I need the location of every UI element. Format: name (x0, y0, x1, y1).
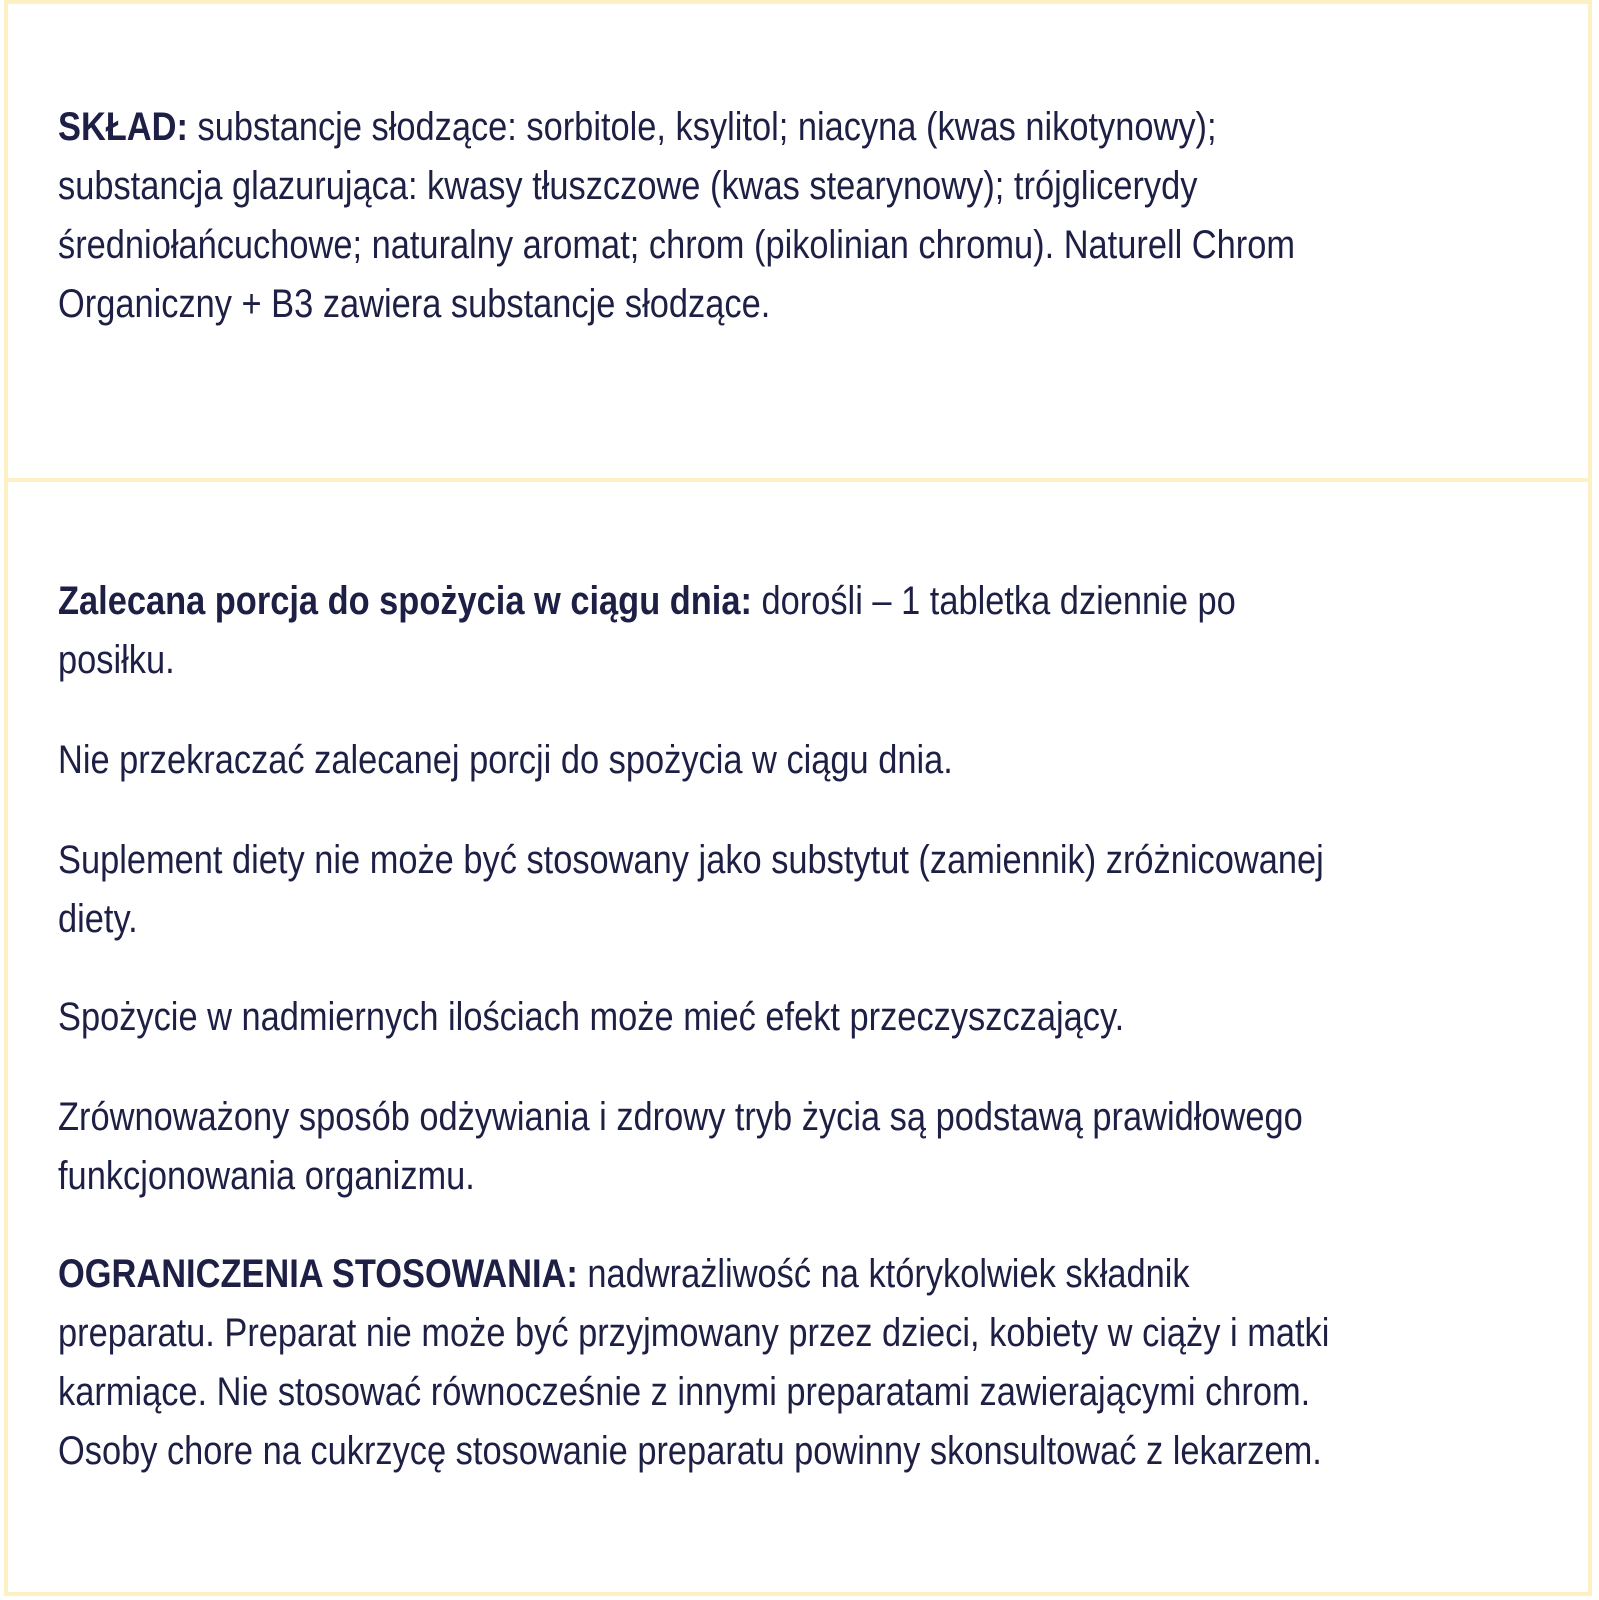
restrictions-line-3: karmiące. Nie stosować równocześnie z innymi preparatami zawierającymi chrom. (58, 1370, 1311, 1414)
composition-line-2: substancja glazurująca: kwasy tłuszczowe (kwas stearynowy); trójglicerydy (58, 164, 1198, 208)
lifestyle-line-1: Zrównoważony sposób odżywiania i zdrowy tryb życia są podstawą prawidłowego (58, 1095, 1303, 1139)
dose-warning-paragraph (58, 731, 1099, 790)
lifestyle-paragraph (58, 1088, 1505, 1206)
dose-warning-line-1: Nie przekraczać zalecanej porcji do spożycia w ciągu dnia. (58, 738, 953, 782)
restrictions-paragraph (58, 1245, 1536, 1481)
dosage-line-1 (58, 572, 1236, 631)
composition-line-1 (58, 98, 1295, 157)
restrictions-line-1 (58, 1245, 1329, 1304)
restrictions-line-2: preparatu. Preparat nie może być przyjmowany przez dzieci, kobiety w ciąży i matki (58, 1311, 1330, 1355)
composition-paragraph (58, 98, 1496, 334)
dosage-paragraph (58, 572, 1428, 690)
composition-label: SKŁAD: (58, 105, 188, 149)
laxative-warning-line-1: Spożycie w nadmiernych ilościach może mieć efekt przeczyszczający. (58, 995, 1125, 1039)
substitute-warning-line-2: diety. (58, 897, 138, 941)
laxative-warning-paragraph (58, 988, 1298, 1047)
restrictions-label: OGRANICZENIA STOSOWANIA: (58, 1252, 578, 1296)
substitute-warning-line-1: Suplement diety nie może być stosowany jako substytut (zamiennik) zróżnicowanej (58, 838, 1324, 882)
composition-line-3: średniołańcuchowe; naturalny aromat; chrom (pikolinian chromu). Naturell Chrom (58, 223, 1296, 267)
restrictions-line-4: Osoby chore na cukrzycę stosowanie preparatu powinny skonsultować z lekarzem. (58, 1429, 1322, 1473)
composition-line-4: Organiczny + B3 zawiera substancje słodzące. (58, 282, 771, 326)
dosage-label: Zalecana porcja do spożycia w ciągu dnia: (58, 579, 752, 623)
substitute-warning-paragraph (58, 831, 1530, 949)
restrictions-text: nadwrażliwość na którykolwiek składnik (577, 1252, 1190, 1296)
dosage-line-2: posiłku. (58, 638, 175, 682)
composition-text: substancje słodzące: sorbitole, ksylitol; niacyna (kwas nikotynowy); (187, 105, 1217, 149)
dosage-text: dorośli – 1 tabletka dziennie po (751, 579, 1236, 623)
lifestyle-line-2: funkcjonowania organizmu. (58, 1154, 475, 1198)
